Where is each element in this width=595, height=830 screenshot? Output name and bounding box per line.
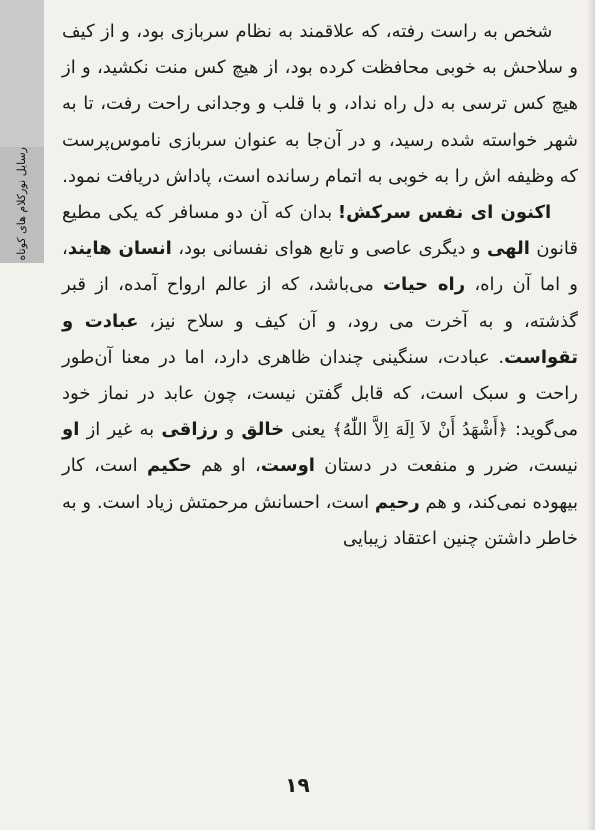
text-run: است، احسانش مرحمتش زیاد است. و به خاطر داشتن چنین اعتقاد زیبایی: [62, 491, 578, 549]
emphasis: الهی: [486, 238, 530, 260]
emphasis: انسان هایند: [67, 238, 172, 260]
text-run: می‌باشد، که از عالم ارواح آمده، از قبر گذشته، و به آخرت می رود، و آن کیف و سلاح نیز،: [62, 274, 578, 332]
paragraph-2: [62, 195, 578, 557]
emphasis: حکیم: [146, 455, 192, 477]
emphasis: راه حیات: [382, 274, 466, 296]
text-run: یعنی: [284, 419, 333, 441]
series-title-line2: کلام های کوتاه: [15, 194, 28, 261]
page-edge: [587, 0, 595, 830]
body-text: [62, 14, 578, 557]
emphasis: عبادت و تقواست: [62, 310, 578, 368]
emphasis: رحیم: [374, 491, 420, 513]
emphasis-address: اکنون ای نفس سرکش!: [337, 202, 552, 224]
paragraph-1: [62, 14, 578, 195]
text-run: . عبادت، سنگینی چندان ظاهری دارد، اما در معنا آن‌طور راحت و سبک است، که قابل گفتن نیست، چون عابد در نماز خود می‌گوید:: [62, 346, 579, 441]
quran-quote: ﴿أَشْهَدُ أَنْ لاَ اِلَهَ اِلاَّ اللّٰهُ﴾: [332, 420, 508, 441]
text-run: و: [218, 419, 242, 441]
series-title-line1: رسایل نور: [15, 147, 28, 195]
series-title: [4, 147, 40, 261]
text-run: بدان که آن دو مسافر که یکی مطیع قانون: [62, 202, 578, 260]
text-run: به غیر از: [79, 419, 162, 441]
text-run: و دیگری عاصی و تابع هوای نفسانی بود،: [171, 238, 487, 260]
text-run: ، او هم: [191, 455, 261, 477]
text-run: ، و اما آن راه،: [62, 238, 578, 296]
text-run: نیست، ضرر و منفعت در دستان: [314, 455, 578, 477]
emphasis: خالق: [241, 419, 285, 441]
paragraph-1-text: شخص به راست رفته، که علاقمند به نظام سربازی بود، و از کیف و سلاحش به خوبی محافظت کرده بود، از هیچ کس منت نکشید، و از هیچ کس ترسی به دل راه نداد، و با قلب و وجدانی راحت رفت، تا به شهر خواسته شده رسید، و در آن‌جا به عنوان سربازی ناموس‌پرست که وظیفه اش را به خوبی به اتمام رسانده است، پاداش دریافت نمود.: [62, 21, 578, 187]
page-number: ۱۹: [285, 773, 310, 797]
emphasis: رزاقی: [161, 419, 219, 441]
emphasis: او: [62, 419, 80, 441]
emphasis: اوست: [260, 455, 315, 477]
text-run: است، کار بیهوده نمی‌کند، و هم: [62, 455, 578, 513]
